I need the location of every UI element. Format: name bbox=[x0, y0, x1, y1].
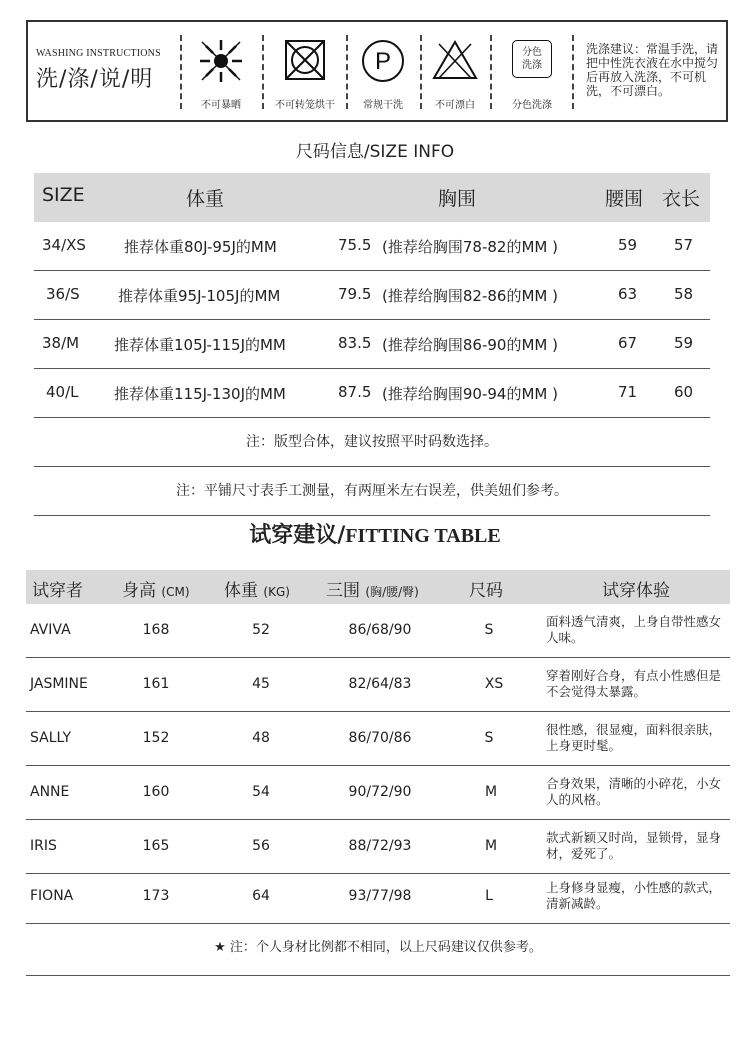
size-row bbox=[34, 369, 710, 418]
waist-cell: 59 bbox=[618, 236, 638, 254]
tester-weight: 54 bbox=[252, 784, 270, 800]
weight-cell: 推荐体重95J-105J的MM bbox=[118, 287, 281, 305]
size-cell: 36/S bbox=[46, 285, 80, 303]
header-experience: 试穿体验 bbox=[602, 581, 670, 601]
divider bbox=[490, 35, 492, 109]
size-row bbox=[34, 222, 710, 271]
size-row bbox=[34, 320, 710, 369]
tester-measurements: 86/68/90 bbox=[348, 622, 412, 638]
header-measure-unit: (胸/腰/臀) bbox=[365, 585, 419, 599]
washing-advice: 洗涤建议：常温手洗，请把中性洗衣液在水中搅匀后再放入洗涤，不可机洗，不可漂白。 bbox=[586, 42, 719, 98]
length-cell: 58 bbox=[674, 285, 694, 303]
size-cell: 40/L bbox=[46, 383, 79, 401]
bust-note-cell: (推荐给胸围86-90的MM ) bbox=[382, 336, 558, 354]
fitting-row bbox=[26, 870, 730, 924]
header-height bbox=[122, 576, 190, 601]
tester-height: 160 bbox=[142, 784, 170, 800]
header-measure-label: 三围 bbox=[326, 581, 360, 601]
weight-cell: 推荐体重80J-95J的MM bbox=[124, 238, 277, 256]
fitting-row bbox=[26, 766, 730, 820]
length-cell: 59 bbox=[674, 334, 694, 352]
fitting-table-title bbox=[0, 518, 750, 549]
tester-measurements: 90/72/90 bbox=[348, 784, 412, 800]
header-weight bbox=[224, 576, 290, 601]
weight-cell: 推荐体重105J-115J的MM bbox=[114, 336, 286, 354]
divider bbox=[262, 35, 264, 109]
tester-size: L bbox=[485, 888, 493, 904]
waist-cell: 71 bbox=[618, 383, 638, 401]
symbol-label: 分色洗涤 bbox=[512, 100, 552, 111]
tester-height: 152 bbox=[142, 730, 170, 746]
tester-name: IRIS bbox=[30, 838, 57, 854]
fitting-row bbox=[26, 658, 730, 712]
tester-height: 165 bbox=[142, 838, 170, 854]
separate-wash-icon: 分色 洗涤 bbox=[512, 40, 552, 78]
symbol-dry-clean bbox=[350, 38, 416, 110]
tester-measurements: 86/70/86 bbox=[348, 730, 412, 746]
dry-clean-letter: P bbox=[374, 48, 392, 75]
symbol-no-bleach bbox=[424, 38, 486, 110]
tester-weight: 45 bbox=[252, 676, 270, 692]
no-tumble-dry-icon bbox=[283, 38, 327, 82]
length-cell: 60 bbox=[674, 383, 694, 401]
symbol-separate-wash bbox=[496, 38, 568, 110]
fitting-title-en: FITTING TABLE bbox=[345, 525, 501, 547]
divider bbox=[346, 35, 348, 109]
tester-height: 168 bbox=[142, 622, 170, 638]
tester-experience: 穿着刚好合身，有点小性感但是不会觉得太暴露。 bbox=[546, 668, 722, 699]
symbol-no-tumble-dry bbox=[266, 38, 344, 110]
no-bleach-icon bbox=[431, 38, 479, 82]
size-row bbox=[34, 271, 710, 320]
no-sun-icon bbox=[196, 38, 246, 84]
header-weight: 体重 bbox=[186, 188, 225, 210]
tester-experience: 合身效果，清晰的小碎花，小女人的风格。 bbox=[546, 776, 722, 807]
header-size: 尺码 bbox=[469, 581, 503, 601]
symbol-label: 不可转笼烘干 bbox=[275, 100, 335, 111]
tester-height: 161 bbox=[142, 676, 170, 692]
dry-clean-p-icon bbox=[360, 38, 406, 84]
header-bust: 胸围 bbox=[438, 188, 477, 210]
tester-weight: 48 bbox=[252, 730, 270, 746]
length-cell: 57 bbox=[674, 236, 694, 254]
bust-note-cell: (推荐给胸围78-82的MM ) bbox=[382, 238, 558, 256]
header-waist: 腰围 bbox=[605, 188, 644, 210]
tester-name: SALLY bbox=[30, 730, 72, 746]
tester-experience: 很性感，很显瘦，面料很亲肤，上身更时髦。 bbox=[546, 722, 722, 753]
weight-cell: 推荐体重115J-130J的MM bbox=[114, 385, 286, 403]
symbol-no-sun bbox=[188, 38, 254, 110]
symbol-label: 常规干洗 bbox=[363, 100, 403, 111]
tester-size: XS bbox=[484, 676, 504, 692]
tester-experience: 面料透气清爽，上身自带性感女人味。 bbox=[546, 614, 722, 645]
header-weight-label: 体重 bbox=[224, 581, 258, 601]
tester-measurements: 82/64/83 bbox=[348, 676, 412, 692]
washing-title-en: WASHING INSTRUCTIONS bbox=[36, 48, 161, 59]
header-tester: 试穿者 bbox=[32, 581, 83, 601]
tester-size: S bbox=[484, 730, 494, 746]
bust-note-cell: (推荐给胸围90-94的MM ) bbox=[382, 385, 558, 403]
tester-size: M bbox=[484, 784, 498, 800]
header-measurements bbox=[326, 576, 419, 601]
divider bbox=[572, 35, 574, 109]
header-height-label: 身高 bbox=[122, 581, 156, 601]
tester-weight: 56 bbox=[252, 838, 270, 854]
tester-measurements: 93/77/98 bbox=[348, 888, 412, 904]
size-cell: 34/XS bbox=[42, 236, 86, 254]
header-weight-unit: (KG) bbox=[263, 585, 290, 599]
tester-measurements: 88/72/93 bbox=[348, 838, 412, 854]
tester-name: AVIVA bbox=[30, 622, 71, 638]
fitting-footnote: ★ 注：个人身材比例都不相同，以上尺码建议仅供参考。 bbox=[26, 923, 730, 976]
tester-name: JASMINE bbox=[30, 676, 88, 692]
tester-experience: 款式新颖又时尚，显锁骨，显身材，爱死了。 bbox=[546, 830, 722, 861]
size-note-fit: 注：版型合体，建议按照平时码数选择。 bbox=[34, 418, 710, 467]
tester-experience: 上身修身显瘦，小性感的款式，清新减龄。 bbox=[546, 880, 722, 911]
header-height-unit: (CM) bbox=[161, 585, 190, 599]
symbol-label: 不可漂白 bbox=[435, 100, 475, 111]
tester-name: ANNE bbox=[30, 784, 70, 800]
bust-cell: 87.5 bbox=[338, 383, 372, 401]
header-size: SIZE bbox=[42, 184, 85, 206]
size-cell: 38/M bbox=[42, 334, 80, 352]
waist-cell: 63 bbox=[618, 285, 638, 303]
washing-title-cn: 洗/涤/说/明 bbox=[36, 67, 154, 92]
divider bbox=[420, 35, 422, 109]
fitting-table-header bbox=[26, 570, 730, 604]
fitting-row bbox=[26, 604, 730, 658]
fitting-row bbox=[26, 712, 730, 766]
tester-name: FIONA bbox=[30, 888, 74, 904]
tester-weight: 64 bbox=[252, 888, 270, 904]
tester-weight: 52 bbox=[252, 622, 270, 638]
fitting-title-cn: 试穿建议/ bbox=[249, 523, 346, 548]
size-info-title: 尺码信息/SIZE INFO bbox=[295, 142, 455, 162]
bust-cell: 83.5 bbox=[338, 334, 372, 352]
waist-cell: 67 bbox=[618, 334, 638, 352]
fitting-row bbox=[26, 820, 730, 874]
symbol-label: 不可暴晒 bbox=[201, 100, 241, 111]
size-note-measure: 注：平铺尺寸表手工测量，有两厘米左右误差，供美妞们参考。 bbox=[34, 467, 710, 516]
tester-size: M bbox=[484, 838, 498, 854]
bust-note-cell: (推荐给胸围82-86的MM ) bbox=[382, 287, 558, 305]
header-length: 衣长 bbox=[662, 188, 701, 210]
bust-cell: 79.5 bbox=[338, 285, 372, 303]
tester-size: S bbox=[484, 622, 494, 638]
divider bbox=[180, 35, 182, 109]
size-table-header bbox=[34, 173, 710, 222]
tester-height: 173 bbox=[142, 888, 170, 904]
bust-cell: 75.5 bbox=[338, 236, 372, 254]
